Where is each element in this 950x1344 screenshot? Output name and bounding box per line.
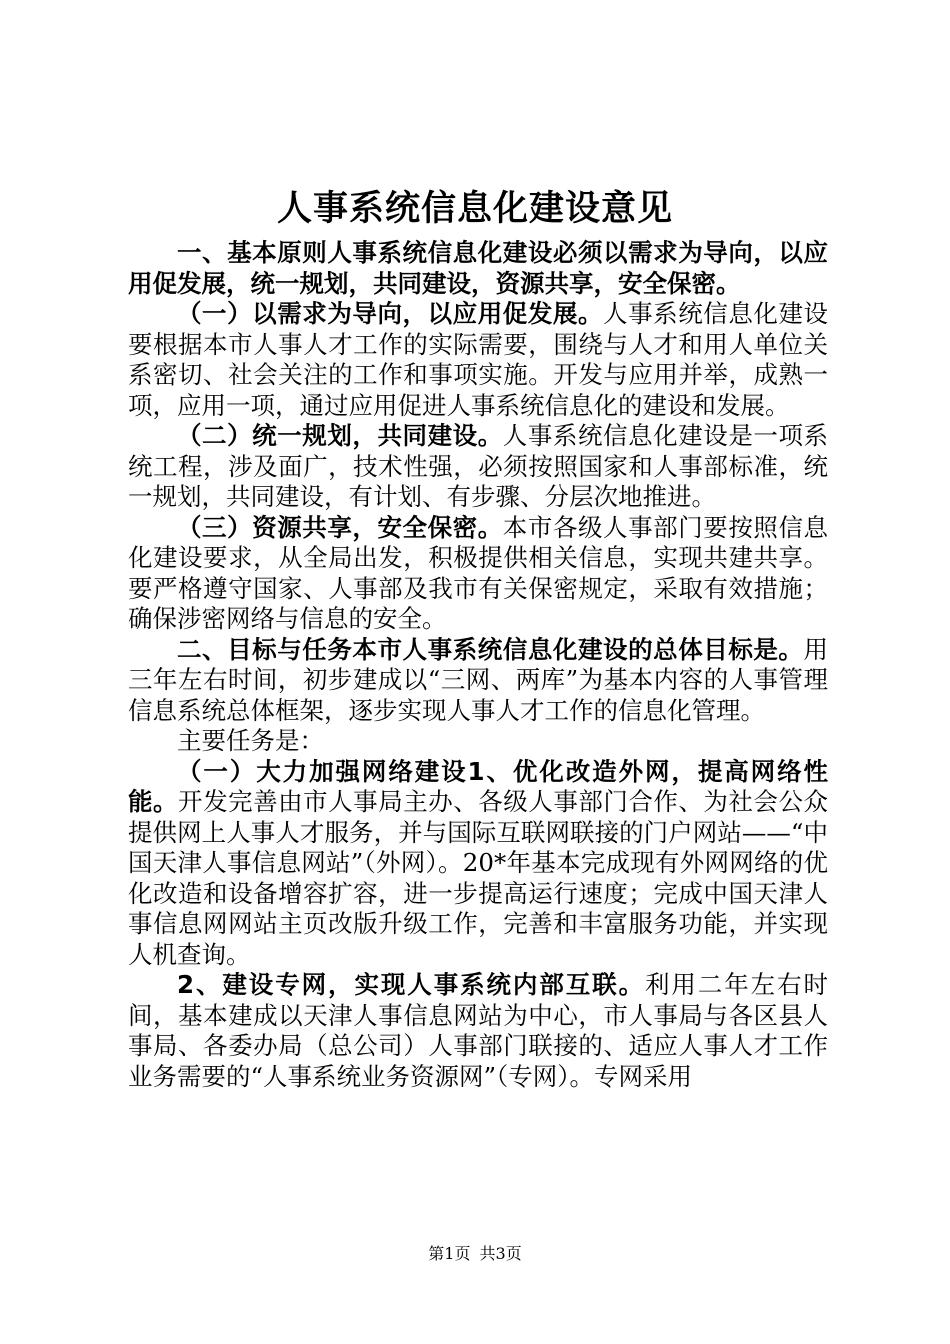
paragraph-text: 开发完善由市人事局主办、各级人事部门合作、为社会公众提供网上人事人才服务，并与国际互联网联接的门户网站——“中国天津人事信息网站”（外网）。20*年基本完成现有外网网络的优化改造和设备增容扩容，进一步提高运行速度；完成中国天津人事信息网网站主页改版升级工作，完善和丰富服务功能，并实现人机查询。	[128, 787, 829, 969]
paragraph-heading: 一、基本原则人事系统信息化建设必须以需求为导向，以应用促发展，统一规划，共同建设，资源共享，安全保密。	[128, 238, 828, 298]
paragraph-demand-oriented	[128, 299, 828, 421]
paragraph-text: 人事系统信息化建设要根据本市人事人才工作的实际需要，围绕与人才和用人单位关系密切、社会关注的工作和事项实施。开发与应用并举，成熟一项，应用一项，通过应用促进人事系统信息化的建设和发展。	[128, 299, 829, 420]
paragraph-main-tasks	[128, 726, 828, 757]
paragraph-principles	[128, 238, 828, 299]
paragraph-goals	[128, 635, 828, 727]
paragraph-heading: （一）大力加强网络建设1、优化改造外网，提高网络性能。	[128, 756, 828, 816]
paragraph-unified-planning	[128, 421, 828, 513]
paragraph-heading: （二）统一规划，共同建设。	[177, 421, 503, 450]
paragraph-text: 用三年左右时间，初步建成以“三网、两库”为基本内容的人事管理信息系统总体框架，逐步实现人事人才工作的信息化管理。	[128, 634, 828, 725]
paragraph-private-network	[128, 970, 828, 1092]
paragraph-heading: 二、目标与任务本市人事系统信息化建设的总体目标是。	[177, 634, 804, 664]
paragraph-text: 利用二年左右时间，基本建成以天津人事信息网站为中心，市人事局与各区县人事局、各委办局（总公司）人事部门联接的、适应人事人才工作业务需要的“人事系统业务资源网”（专网）。专网采用	[128, 970, 829, 1091]
paragraph-resource-sharing	[128, 513, 828, 635]
paragraph-text: 主要任务是：	[177, 726, 324, 755]
page-footer: 第1页 共3页	[428, 1244, 522, 1263]
paragraph-text: 本市各级人事部门要按照信息化建设要求，从全局出发，积极提供相关信息，实现共建共享。要严格遵守国家、人事部及我市有关保密规定，采取有效措施；确保涉密网络与信息的安全。	[128, 512, 828, 633]
paragraph-text: 人事系统信息化建设是一项系统工程，涉及面广，技术性强，必须按照国家和人事部标准，统一规划，共同建设，有计划、有步骤、分层次地推进。	[128, 421, 828, 511]
paragraph-heading: （一）以需求为导向，以应用促发展。	[177, 299, 604, 328]
document-title: 人事系统信息化建设意见	[276, 188, 673, 229]
paragraph-heading: 2、建设专网，实现人事系统内部互联。	[177, 970, 646, 999]
paragraph-network-construction	[128, 757, 828, 971]
paragraph-heading: （三）资源共享，安全保密。	[177, 512, 503, 542]
document-body	[128, 238, 828, 1092]
